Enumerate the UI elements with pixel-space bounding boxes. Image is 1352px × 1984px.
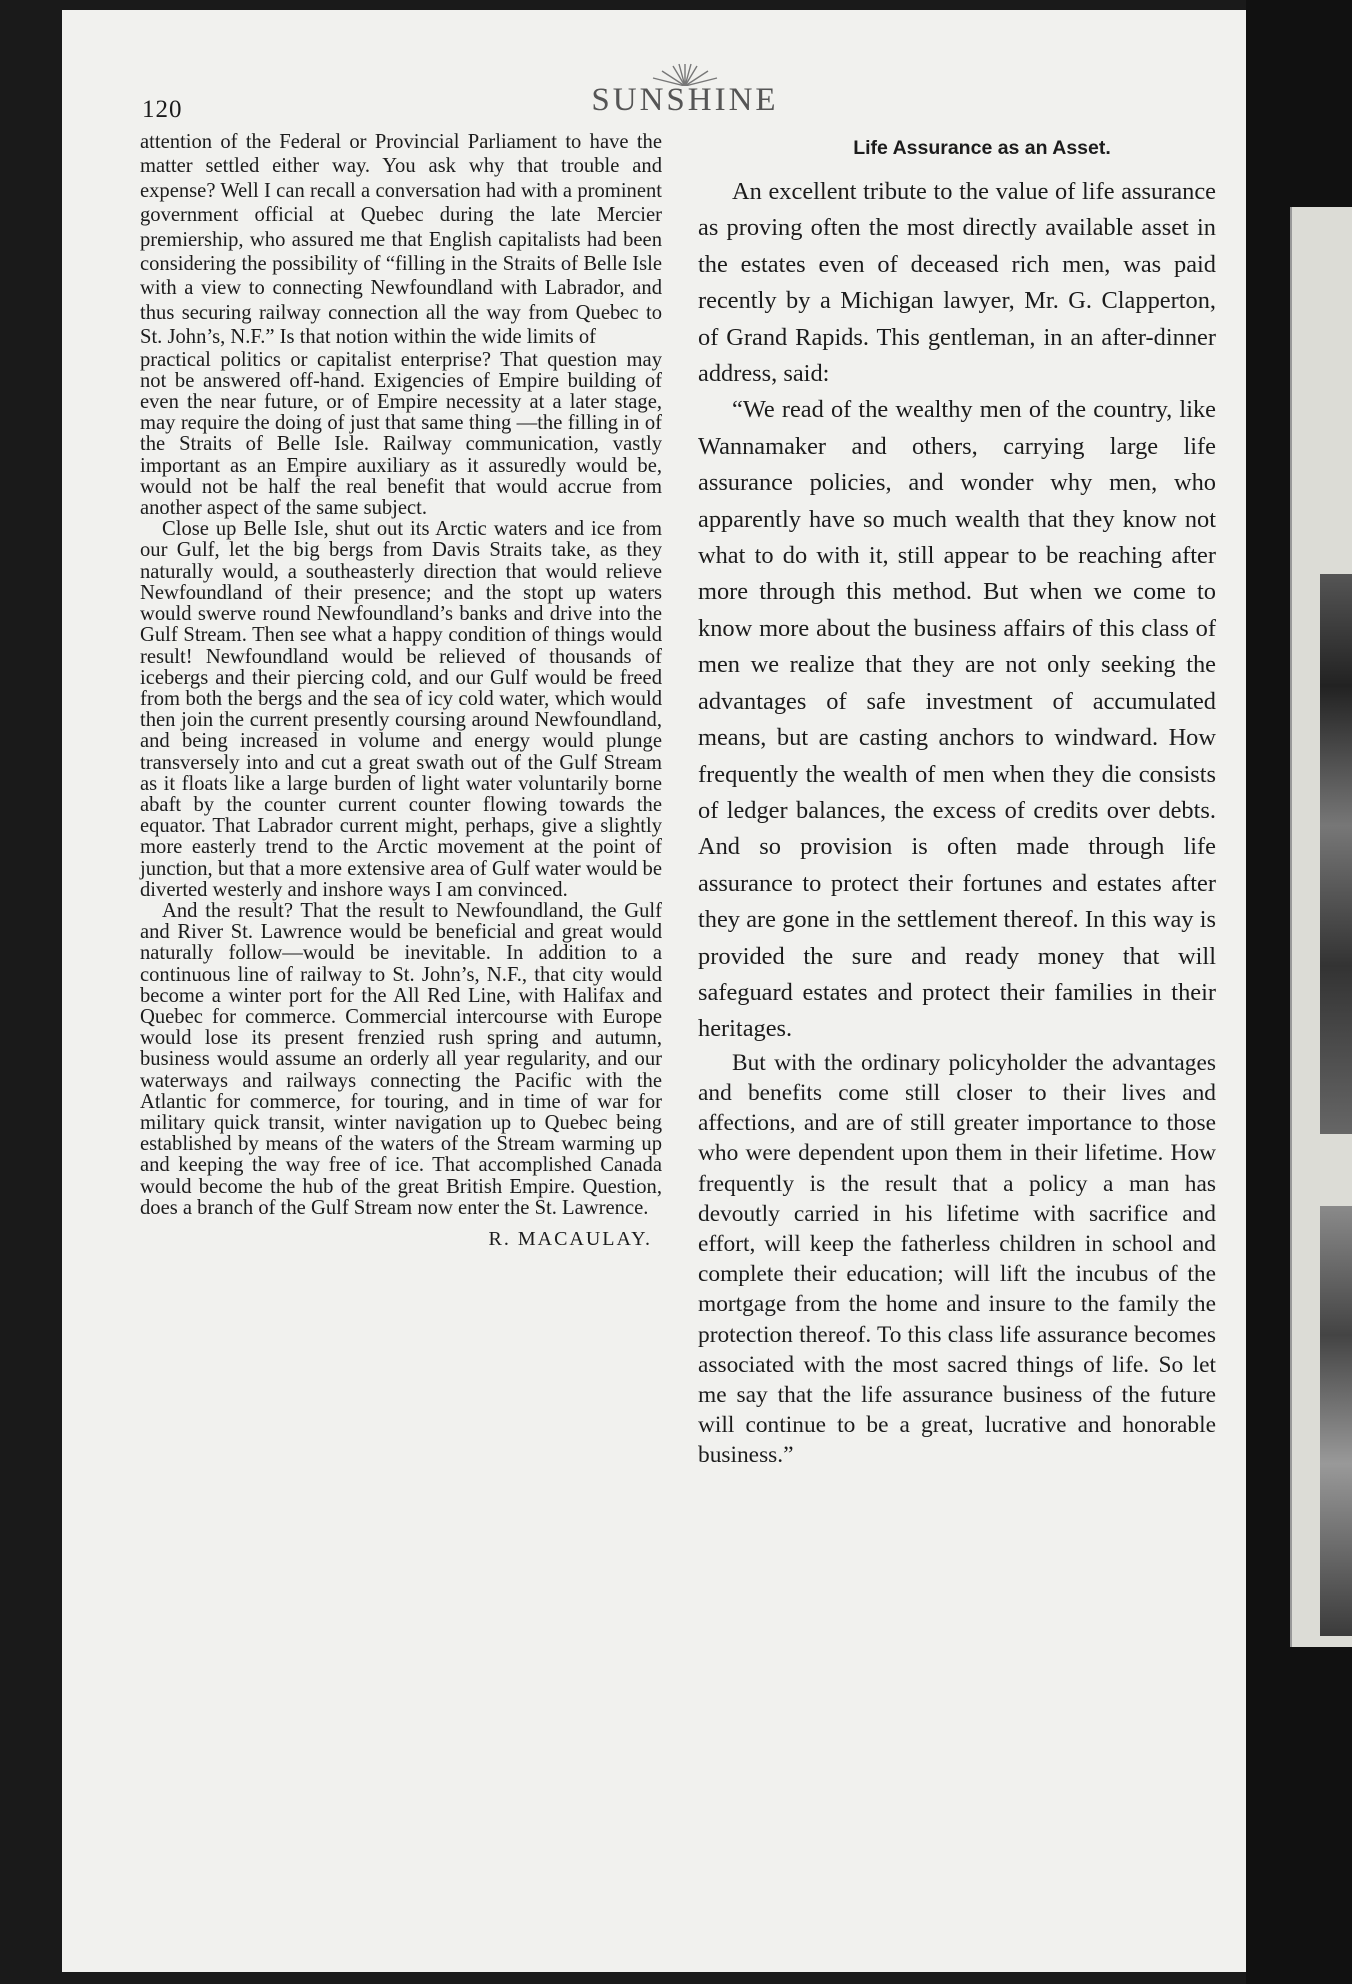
masthead (580, 62, 790, 119)
left-paragraph-3: Close up Belle Isle, shut out its Arctic waters and ice from our Gulf, let the big bergs from Davis Straits take, as they naturally would, a southeasterly direction that would relieve Newfoundland of their presence; and the stopt up waters would swerve round Newfoundland’s banks and drive into the Gulf Stream. Then see what a happy condition of things would result! Newfoundland would be relieved of thousands of icebergs and their piercing cold, and our Gulf would be freed from both the bergs and the sea of icy cold water, which would then join the current presently coursing around Newfoundland, and being increased in volume and energy would plunge transversely into and cut a great swath out of the Gulf Stream as it floats like a large burden of light water voluntarily borne abaft by the counter current counter flowing towards the equator. That Labrador current might, perhaps, give a slightly more easterly trend to the Arctic movement at the point of junction, but that a more extensive area of Gulf water would be diverted westerly and inshore ways I am convinced. (140, 518, 662, 901)
right-article (698, 130, 1216, 1471)
facing-page-photo-top (1320, 574, 1352, 1134)
facing-page-photo-bottom (1320, 1206, 1352, 1636)
author-signature: R. MACAULAY. (488, 1227, 652, 1250)
right-paragraph-3: But with the ordinary policyholder the advantages and benefits come still closer to their lives and affections, and are of still greater importance to those who were dependent upon them in their lifetime. How frequently is the result that a policy a man has devoutly carried in his lifetime with sacrifice and effort, will keep the fatherless children in school and complete their education; will lift the incubus of the mortgage from the home and insure to the family the protection thereof. To this class life assurance becomes associated with the most sacred things of life. So let me say that the life assurance business of the future will continue to be a great, lucrative and honorable business.” (698, 1049, 1216, 1469)
page-number: 120 (142, 96, 183, 123)
right-paragraph-1: An excellent tribute to the value of life assurance as proving often the most directly available asset in the estates even of deceased rich men, was paid recently by a Michigan lawyer, Mr. G. Clapperton, of Grand Rapids. This gentleman, in an after-dinner address, said: (698, 178, 1216, 388)
left-paragraph-2: practical politics or capitalist enterprise? That question may not be answered off-hand. Exigencies of Empire building of even the near future, or of Empire necessity at a later stage, may require the doing of just that same thing —the filling in of the Straits of Belle Isle. Railway communication, vastly important as an Empire auxiliary as it assuredly would be, would not be half the real benefit that would accrue from another aspect of the same subject. (140, 348, 662, 520)
left-article (140, 130, 662, 1251)
right-paragraph-2: “We read of the wealthy men of the country, like Wannamaker and others, carrying large life assurance policies, and wonder why men, who apparently have so much wealth that they know not what to do with it, still appear to be reaching after more through this method. But when we come to know more about the business affairs of this class of men we realize that they are not only seeking the advantages of safe investment of accumulated means, but are casting anchors to windward. How frequently the wealth of men when they die consists of ledger balances, the excess of credits over debts. And so provision is often made through life assurance to protect their fortunes and estates after they are gone in the settlement thereof. In this way is provided the sure and ready money that will safeguard estates and protect their families in their heritages. (698, 396, 1216, 1043)
article-heading: Life Assurance as an Asset. (853, 137, 1111, 159)
left-paragraph-1: attention of the Federal or Provincial Parliament to have the matter settled either way. You ask why that trouble and expense? Well I can recall a conversation had with a prominent government official at Quebec during the late Mercier premiership, who assured me that English capitalists had been considering the possibility of “filling in the Straits of Belle Isle with a view to connecting Newfoundland with Labrador, and thus securing railway connection all the way from Quebec to St. John’s, N.F.” Is that notion within the wide limits of (140, 131, 662, 349)
left-paragraph-4: And the result? That the result to Newfoundland, the Gulf and River St. Lawrence would be beneficial and great would naturally follow—would be inevitable. In addition to a continuous line of railway to St. John’s, N.F., that city would become a winter port for the All Red Line, with Halifax and Quebec for commerce. Commercial intercourse with Europe would lose its present frenzied rush spring and autumn, business would assume an orderly all year regularity, and our waterways and railways connecting the Pacific with the Atlantic for commerce, for touring, and in time of war for military quick transit, winter navigation up to Quebec being established by means of the waters of the Stream warming up and keeping the way free of ice. That accomplished Canada would become the hub of the great British Empire. Question, does a branch of the Gulf Stream now enter the St. Lawrence. (140, 899, 662, 1219)
masthead-title: SUNSHINE (591, 82, 779, 118)
